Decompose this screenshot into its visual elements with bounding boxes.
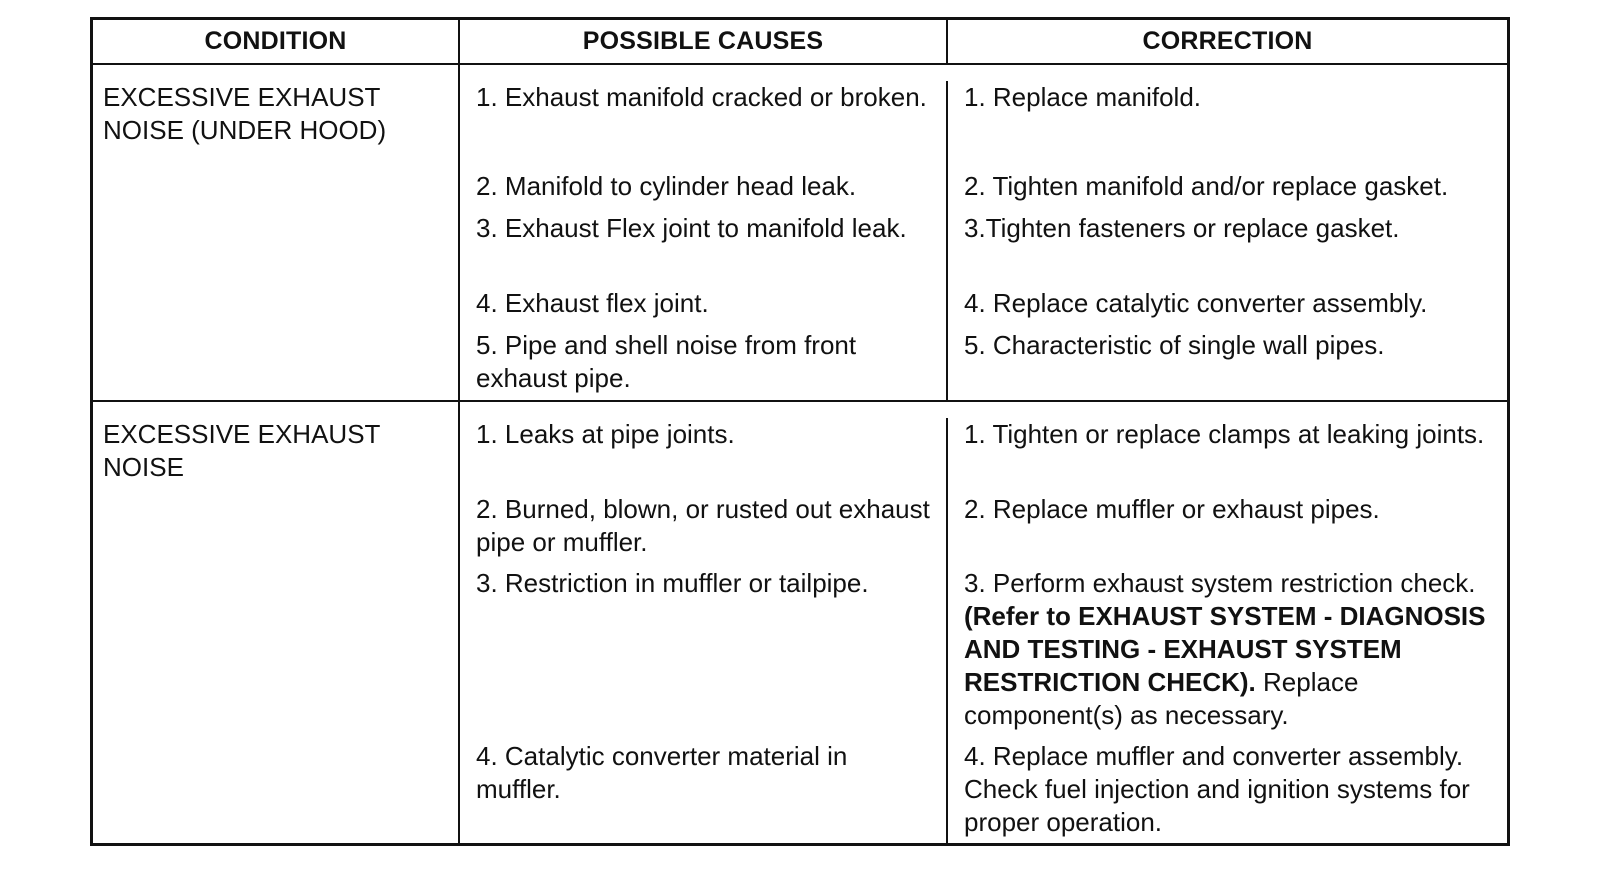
table-row [460,212,1507,287]
header-correction: CORRECTION [1142,27,1313,55]
correction-text: 3. Perform exhaust system restriction check. [964,568,1476,598]
condition-group [93,402,1507,843]
correction-cell: 3.Tighten fasteners or replace gasket. [964,213,1400,243]
cause-cell: 2. Burned, blown, or rusted out exhaust pipe or muffler. [460,493,948,567]
condition-group [93,65,1507,402]
correction-cell: 4. Replace muffler and converter assembly. Check fuel injection and ignition systems for proper operation. [964,741,1470,837]
header-possible-causes: POSSIBLE CAUSES [460,20,948,63]
correction-cell: 4. Replace catalytic converter assembly. [964,288,1428,318]
correction-cell: 5. Characteristic of single wall pipes. [964,330,1385,360]
table-row [460,287,1507,329]
cause-cell: 1. Exhaust manifold cracked or broken. [460,81,948,170]
table-row [460,170,1507,212]
table-row [460,81,1507,170]
reference-bold-text: (Refer to EXHAUST SYSTEM - DIAGNOSIS AND TESTING - EXHAUST SYSTEM RESTRICTION CHECK). [964,601,1486,697]
correction-cell [948,567,1507,740]
correction-cell: 1. Replace manifold. [964,82,1202,112]
table-row [460,329,1507,400]
cause-correction-list [460,402,1507,843]
correction-cell: 2. Replace muffler or exhaust pipes. [964,494,1380,524]
header-condition: CONDITION [93,20,460,63]
diagnosis-table [90,17,1510,846]
table-header-row [93,20,1507,65]
cause-cell: 2. Manifold to cylinder head leak. [460,170,948,212]
table-row [460,740,1507,845]
table-row [460,493,1507,567]
cause-cell: 4. Exhaust flex joint. [460,287,948,329]
correction-cell: 2. Tighten manifold and/or replace gasket. [964,171,1449,201]
cause-cell: 3. Restriction in muffler or tailpipe. [460,567,948,740]
condition-cell: EXCESSIVE EXHAUST NOISE (UNDER HOOD) [93,65,460,400]
cause-cell: 3. Exhaust Flex joint to manifold leak. [460,212,948,287]
correction-cell: 1. Tighten or replace clamps at leaking joints. [964,419,1485,449]
table-row [460,567,1507,740]
cause-correction-list [460,65,1507,400]
table-row [460,418,1507,493]
cause-cell: 5. Pipe and shell noise from front exhaust pipe. [460,329,948,400]
condition-cell: EXCESSIVE EXHAUST NOISE [93,402,460,843]
cause-cell: 4. Catalytic converter material in muffler. [460,740,948,845]
correction-text: Replace component(s) as necessary. [964,667,1359,730]
cause-cell: 1. Leaks at pipe joints. [460,418,948,493]
